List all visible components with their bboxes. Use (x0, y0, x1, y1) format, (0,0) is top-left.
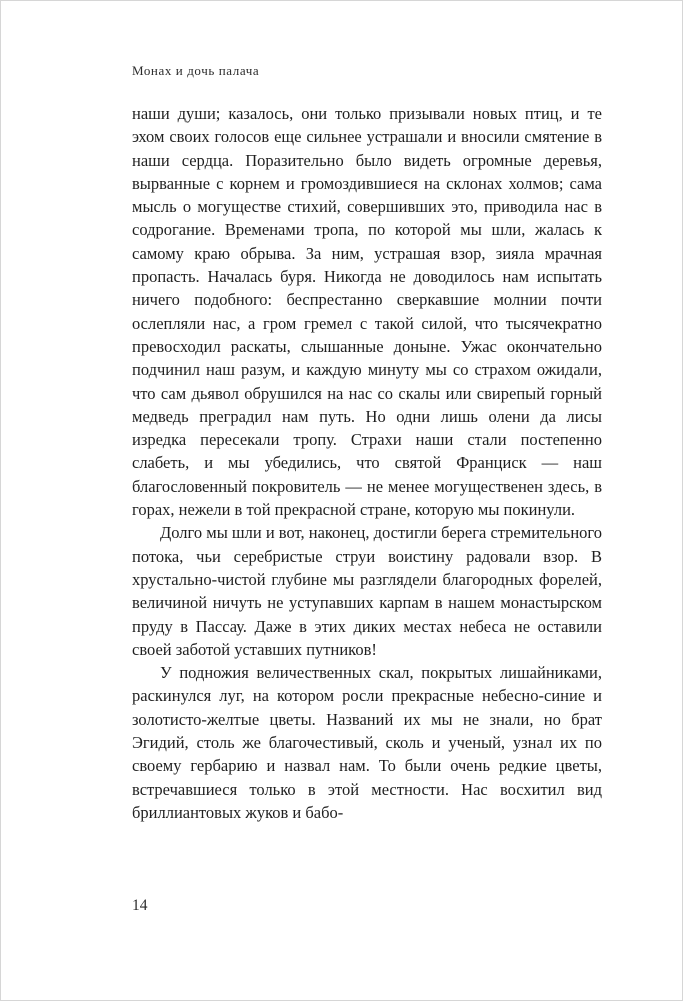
text-block (132, 102, 602, 824)
paragraph: наши души; казалось, они только призывали новых птиц, и те эхом своих голосов еще сильнее устрашали и вносили смятение в наши сердца. Поразительно было видеть огромные деревья, вырванные с корнем и громоздившиеся на склонах холмов; сама мысль о могуществе стихий, совершивших это, приводила нас в содрогание. Временами тропа, по которой мы шли, жалась к самому краю обрыва. За ним, устрашая взор, зияла мрачная пропасть. Началась буря. Никогда не доводилось нам испытать ничего подобного: беспрестанно сверкавшие молнии почти ослепляли нас, а гром гремел с такой силой, что тысячекратно превосходил раскаты, слышанные доныне. Ужас окончательно подчинил наш разум, и каждую минуту мы со страхом ожидали, что сам дьявол обрушился на нас со скалы или свирепый горный медведь преградил нам путь. Но одни лишь олени да лисы изредка пересекали тропу. Страхи наши стали постепенно слабеть, и мы убедились, что святой Франциск — наш благословенный покровитель — не менее могущественен здесь, в горах, нежели в той прекрасной стране, которую мы покинули. (132, 104, 602, 520)
paragraph: Долго мы шли и вот, наконец, достигли берега стремительного потока, чьи серебристые струи воистину радовали взор. В хрустально-чистой глубине мы разглядели благородных форелей, величиной ничуть не уступавших карпам в нашем монастырском пруду в Пассау. Даже в этих диких местах небеса не оставили своей заботой уставших путников! (132, 523, 602, 659)
running-header: Монах и дочь палача (132, 63, 260, 78)
paragraph: У подножия величественных скал, покрытых лишайниками, раскинулся луг, на котором росли прекрасные небесно-синие и золотисто-желтые цветы. Названий их мы не знали, но брат Эгидий, столь же благочестивый, сколь и ученый, узнал их по своему гербарию и назвал нам. То были очень редкие цветы, встречавшиеся только в этой местности. Нас восхитил вид бриллиантовых жуков и бабо- (132, 663, 602, 822)
page-number: 14 (132, 897, 148, 914)
